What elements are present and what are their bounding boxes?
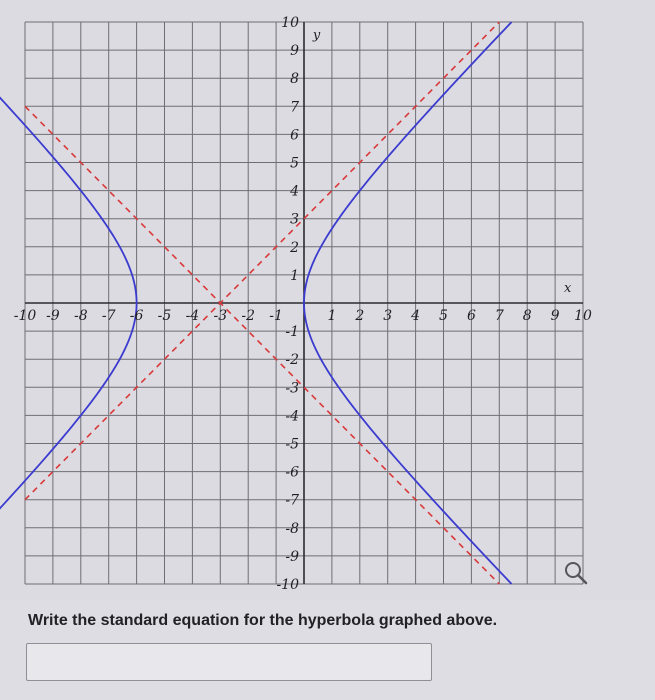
x-tick-label: 9 [550, 308, 560, 324]
x-tick-label: 4 [411, 308, 421, 324]
y-tick-label: -9 [285, 548, 299, 565]
x-tick-label: 7 [494, 308, 504, 324]
y-tick-label: 9 [290, 43, 299, 60]
y-axis-label: y [312, 27, 321, 43]
y-tick-label: -4 [285, 408, 299, 425]
x-tick-label: -2 [241, 308, 256, 324]
y-tick-label: 7 [290, 99, 299, 116]
magnifier-icon[interactable] [562, 558, 590, 586]
y-tick-label: 5 [290, 155, 299, 172]
y-tick-label: 8 [290, 71, 299, 88]
y-tick-label: -8 [285, 520, 299, 537]
x-tick-label: 5 [439, 308, 448, 324]
x-tick-label: -10 [13, 308, 37, 324]
x-tick-label: 10 [574, 308, 592, 324]
y-tick-label: 3 [290, 211, 299, 228]
x-tick-label: -9 [46, 308, 60, 324]
x-tick-label: -6 [129, 308, 144, 324]
x-tick-label: 8 [522, 308, 532, 324]
x-tick-label: 3 [383, 308, 393, 324]
y-tick-label: -7 [285, 492, 299, 509]
x-tick-label: 2 [355, 308, 365, 324]
answer-input[interactable] [26, 643, 432, 681]
y-tick-label: -5 [285, 436, 299, 453]
x-tick-label: -7 [101, 308, 116, 324]
x-tick-label: -8 [73, 308, 88, 324]
question-text: Write the standard equation for the hyperbola graphed above. [28, 612, 498, 629]
x-tick-label: -1 [269, 308, 283, 324]
x-axis-label: x [563, 280, 572, 296]
x-tick-label: 1 [327, 308, 337, 324]
y-tick-label: -6 [285, 464, 299, 481]
y-tick-label: -2 [285, 352, 299, 369]
y-tick-label: 10 [281, 15, 299, 31]
y-tick-label: -10 [276, 577, 299, 593]
y-tick-label: -1 [285, 324, 299, 341]
y-tick-label: -3 [285, 380, 299, 397]
x-tick-label: -4 [185, 308, 200, 324]
x-tick-label: -3 [213, 308, 228, 324]
y-tick-label: 2 [290, 239, 299, 256]
x-tick-label: 6 [466, 308, 476, 324]
y-tick-label: 6 [290, 127, 299, 144]
y-tick-label: 4 [290, 183, 299, 200]
x-tick-label: -5 [157, 308, 172, 324]
y-tick-label: 1 [290, 267, 299, 284]
